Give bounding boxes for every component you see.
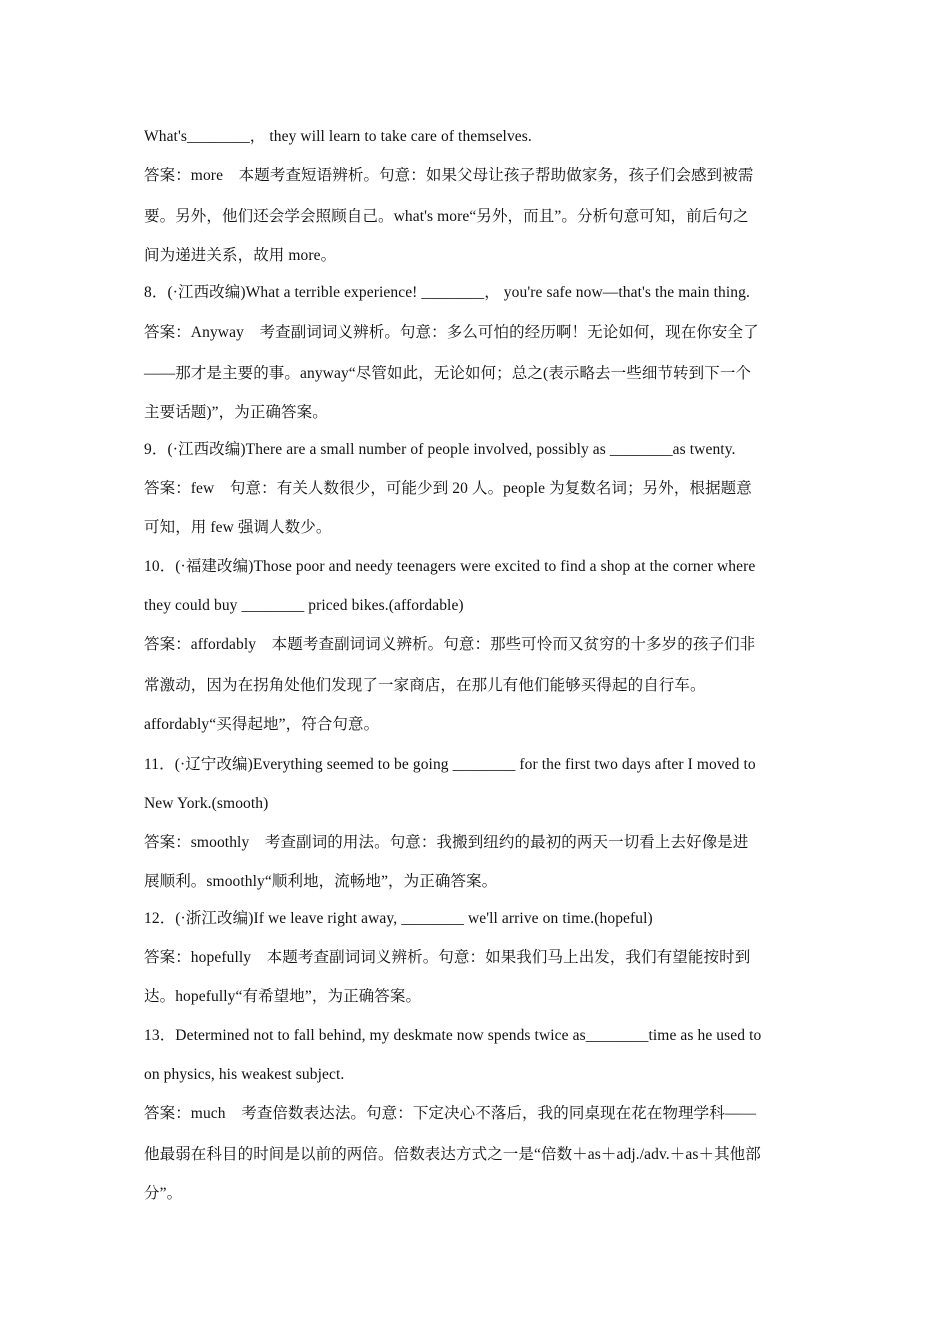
text-line: 可知，用 few 强调人数少。 xyxy=(144,518,332,536)
text-line: What's________， they will learn to take care of themselves. xyxy=(144,128,532,145)
text-line: 间为递进关系，故用 more。 xyxy=(144,247,337,265)
text-line: New York.(smooth) xyxy=(144,794,269,812)
text-line: 展顺利。smoothly“顺利地，流畅地”，为正确答案。 xyxy=(144,872,498,890)
question-line: 12．(·浙江改编)If we leave right away, ________ we'll arrive on time.(hopeful) xyxy=(144,909,653,927)
text-line: 常激动，因为在拐角处他们发现了一家商店，在那儿有他们能够买得起的自行车。 xyxy=(144,677,706,695)
answer-line: 答案：much 考查倍数表达法。句意：下定决心不落后，我的同桌现在花在物理学科—— xyxy=(144,1105,757,1123)
text-line: 他最弱在科目的时间是以前的两倍。倍数表达方式之一是“倍数＋as＋adj./adv.＋as＋其他部 xyxy=(144,1146,761,1164)
text-line: 分”。 xyxy=(144,1185,183,1203)
question-line: 13．Determined not to fall behind, my deskmate now spends twice as________time as he used to xyxy=(144,1027,762,1045)
answer-line: 答案：few 句意：有关人数很少，可能少到 20 人。people 为复数名词；另外，根据题意 xyxy=(144,479,752,497)
text-line: 主要话题)”，为正确答案。 xyxy=(144,403,328,421)
answer-line: 答案：hopefully 本题考查副词词义辨析。句意：如果我们马上出发，我们有望能按时到 xyxy=(144,949,751,967)
question-line: 11．(·辽宁改编)Everything seemed to be going ________ for the first two days after I moved to xyxy=(144,755,756,773)
text-line: on physics, his weakest subject. xyxy=(144,1066,345,1084)
answer-line: 答案：Anyway 考查副词词义辨析。句意：多么可怕的经历啊！无论如何，现在你安全了 xyxy=(144,323,759,341)
text-line: affordably“买得起地”，符合句意。 xyxy=(144,716,380,734)
text-line: ——那才是主要的事。anyway“尽管如此，无论如何；总之(表示略去一些细节转到下一个 xyxy=(144,364,752,382)
question-line: 9．(·江西改编)There are a small number of people involved, possibly as ________as twenty. xyxy=(144,440,736,458)
document-body xyxy=(144,118,810,1213)
answer-line: 答案：more 本题考查短语辨析。句意：如果父母让孩子帮助做家务，孩子们会感到被需 xyxy=(144,167,754,185)
text-line: 要。另外，他们还会学会照顾自己。what's more“另外，而且”。分析句意可知，前后句之 xyxy=(144,208,749,226)
text-line: they could buy ________ priced bikes.(affordable) xyxy=(144,597,464,615)
question-line: 8．(·江西改编)What a terrible experience! ________， you're safe now—that's the main thing. xyxy=(144,284,750,302)
answer-line: 答案：smoothly 考查副词的用法。句意：我搬到纽约的最初的两天一切看上去好像是进 xyxy=(144,833,749,851)
text-line: 达。hopefully“有希望地”，为正确答案。 xyxy=(144,988,422,1006)
question-line: 10．(·福建改编)Those poor and needy teenagers were excited to find a shop at the corner where xyxy=(144,558,756,576)
answer-line: 答案：affordably 本题考查副词词义辨析。句意：那些可怜而又贫穷的十多岁的孩子们非 xyxy=(144,636,756,654)
